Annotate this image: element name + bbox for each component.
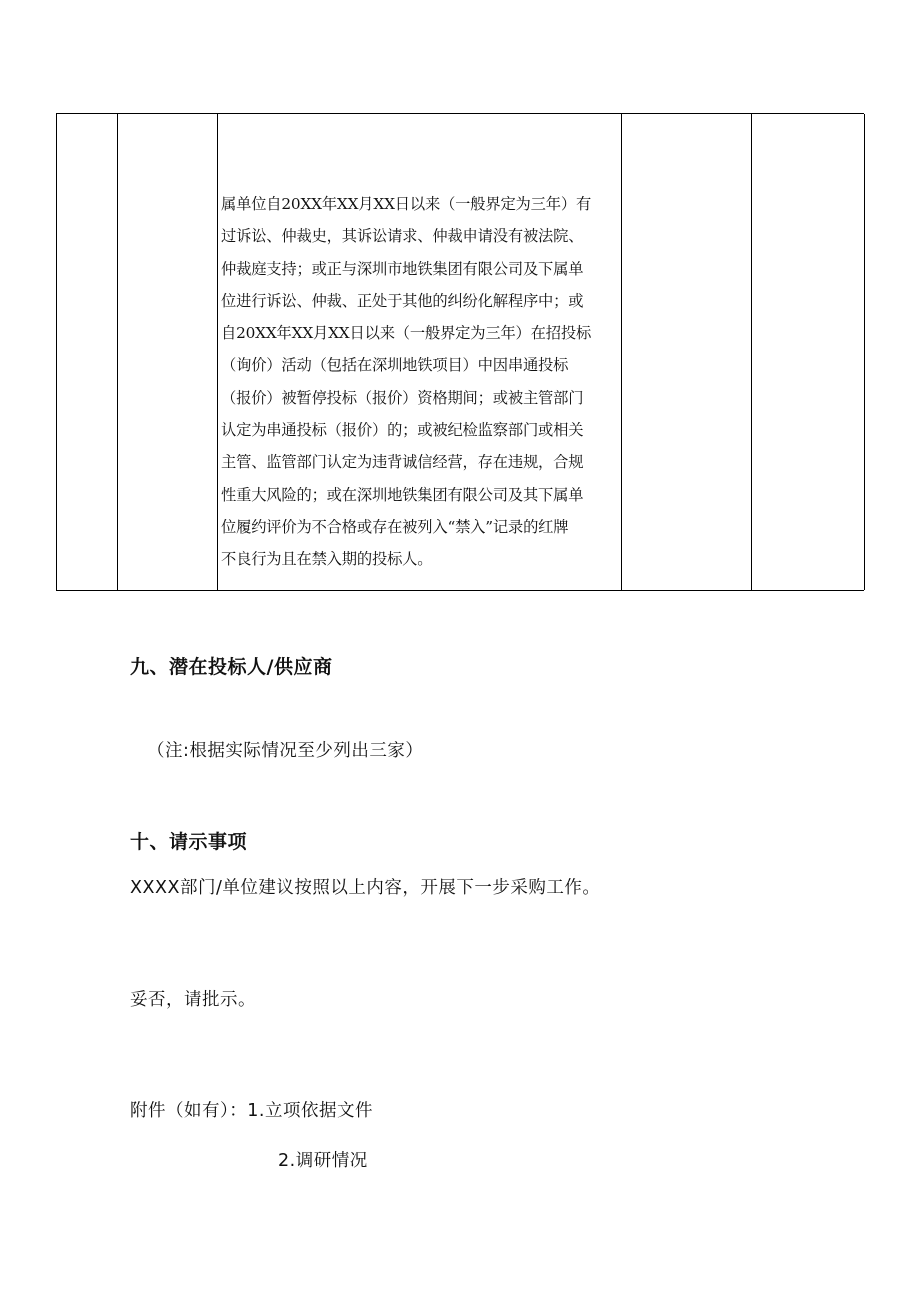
table-cell-content <box>218 114 622 590</box>
table-cell-line: 自20XX年XX月XX日以来（一般界定为三年）在招投标 <box>221 324 592 343</box>
table-cell-line: （报价）被暂停投标（报价）资格期间；或被主管部门 <box>221 388 584 407</box>
table-cell-line: 不良行为且在禁入期的投标人。 <box>221 550 433 569</box>
table-cell-line: （询价）活动（包括在深圳地铁项目）中因串通投标 <box>221 356 569 375</box>
table-cell-line: 位履约评价为不合格或存在被列入“禁入”记录的红牌 <box>221 517 569 536</box>
table-cell-line: 性重大风险的；或在深圳地铁集团有限公司及其下属单 <box>221 485 584 504</box>
table-cell-item <box>118 114 218 590</box>
attachment-line-2: 2.调研情况 <box>278 1151 368 1171</box>
table-cell-line: 仲裁庭支持；或正与深圳市地铁集团有限公司及下属单 <box>221 259 584 278</box>
section-9-heading: 九、潜在投标人/供应商 <box>130 656 333 678</box>
table-cell-col5 <box>752 114 865 590</box>
section-9-note: （注:根据实际情况至少列出三家） <box>147 741 424 761</box>
section-10-heading: 十、请示事项 <box>130 831 248 853</box>
table-cell-line: 认定为串通投标（报价）的；或被纪检监察部门或相关 <box>221 421 584 440</box>
table-cell-line: 属单位自20XX年XX月XX日以来（一般界定为三年）有 <box>221 195 592 213</box>
table-cell-line: 过诉讼、仲裁史，其诉讼请求、仲裁申请没有被法院、 <box>221 227 584 246</box>
table-cell-index <box>57 114 118 590</box>
table-cell-line: 主管、监管部门认定为违背诚信经营，存在违规，合规 <box>221 453 584 472</box>
approval-request: 妥否，请批示。 <box>130 990 256 1010</box>
attachment-line-1: 附件（如有）：1.立项依据文件 <box>130 1101 373 1121</box>
table-cell-line: 位进行诉讼、仲裁、正处于其他的纠纷化解程序中；或 <box>221 291 584 310</box>
table-cell-col4 <box>622 114 752 590</box>
table-cell-content-text <box>221 188 621 576</box>
request-paragraph: XXXX部门/单位建议按照以上内容，开展下一步采购工作。 <box>130 878 601 898</box>
criteria-table <box>56 113 864 591</box>
